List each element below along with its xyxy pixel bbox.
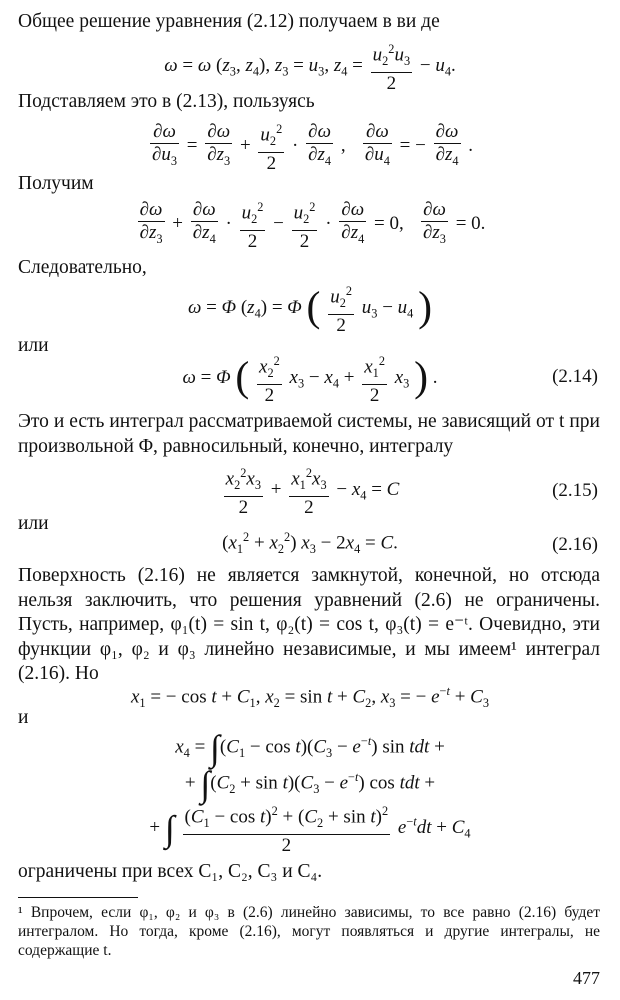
page-number: 477	[573, 968, 600, 988]
equation-x4-line1: $x_4 = \int(C_1 - \cos t)(C_3 - e^{-t})$ sin tdt +	[175, 728, 445, 768]
paragraph-surface: Поверхность (2.16) не является замкнутой, конечной, но отсюда нельзя заключить, что решения уравнений (2.6) не ограничены. Пусть, например, φ₁(t) = sin t, φ₂(t) = cos t, φ₃(t) = e⁻ᵗ. Очевидно, эти функции φ₁, φ₂ и φ₃ линейно независимые, и мы имеем¹ интеграл (2.16). Но	[18, 565, 600, 684]
equation-solutions: $x_1$ = − $\cos t + C_1$, $x_2 = \sin t + C_2$, $x_3$ = − $e^{-t} + C_3$	[130, 684, 490, 711]
paragraph-or-1: или	[18, 335, 49, 356]
paragraph-therefore: Следовательно,	[18, 257, 147, 278]
footnote: ¹ Впрочем, если φ₁, φ₂ и φ₃ в (2.6) линейно зависимы, то все равно (2.16) будет интегралом. Но тогда, кроме (2.16), могут появляться и другие интегралы, не содержащие t.	[18, 904, 600, 959]
paragraph-intro: Общее решение уравнения (2.12) получаем в ви де	[18, 11, 440, 32]
equation-x4-line3: + ∫ $\frac{(C_1 - \cos t)^2 + (C_2 + \sin t)^2}{2}$ $e^{-t}dt + C_4$	[0, 800, 620, 857]
paragraph-substitute: Подставляем это в (2.13), пользуясь	[18, 91, 315, 112]
paragraph-obtain: Получим	[18, 173, 94, 194]
equation-number-2-14: (2.14)	[552, 366, 598, 387]
paragraph-integral: Это и есть интеграл рассматриваемой системы, не зависящий от t при произвольной Φ, равносильный, конечно, интегралу	[18, 411, 600, 457]
equation-number-2-15: (2.15)	[552, 480, 598, 501]
equation-omega-phi: ω = Φ $(z_4) = \Phi$ ( $\frac{u_2^2}{2}$ $u_3 - u_4$ )	[0, 280, 620, 337]
equation-general-solution: ω = ω ($z_3$, $z_4$), $z_3 = u_3$, $z_4$ = $\frac{u_2^2u_3}{2}$ − $u_4$.	[0, 38, 620, 95]
footnote-divider	[18, 897, 138, 898]
equation-2-16: $(x_1^2 + x_2^2) x_3 - 2x_4 = C$.	[222, 530, 398, 557]
paragraph-and: и	[18, 707, 29, 728]
equation-x4-line2: + $\int(C_2 + \sin t)(C_3 - e^{-t})$ cos tdt +	[184, 764, 436, 804]
equation-2-15: $\frac{x_2^2x_3}{2}$ + $\frac{x_1^2x_3}{2}$ − $x_4 = C$	[0, 462, 620, 519]
equation-obtained: $\frac{\partial\omega}{\partial z_3}$ + $\frac{\partial\omega}{\partial z_4}$ · $\frac{u_2^2}{2}$ − $\frac{u_2^2}{2}$ · $\frac{\partial\omega}{\partial z_4}$ = 0, $\frac{\partial\omega}{\partial z_3}$ = 0.	[0, 196, 620, 253]
paragraph-bounded: ограничены при всех C₁, C₂, C₃ и C₄.	[18, 861, 323, 882]
equation-2-14: ω = Φ ( $\frac{x_2^2}{2}$ $x_3 - x_4$ + $\frac{x_1^2}{2}$ $x_3$ ) .	[0, 350, 620, 407]
equation-number-2-16: (2.16)	[552, 534, 598, 555]
paragraph-or-2: или	[18, 513, 49, 534]
equation-partials: $\frac{\partial\omega}{\partial u_3}$ = $\frac{\partial\omega}{\partial z_3}$ + $\frac{u_2^2}{2}$ · $\frac{\partial\omega}{\partial z_4}$ , $\frac{\partial\omega}{\partial u_4}$ = − $\frac{\partial\omega}{\partial z_4}$ .	[0, 118, 620, 175]
